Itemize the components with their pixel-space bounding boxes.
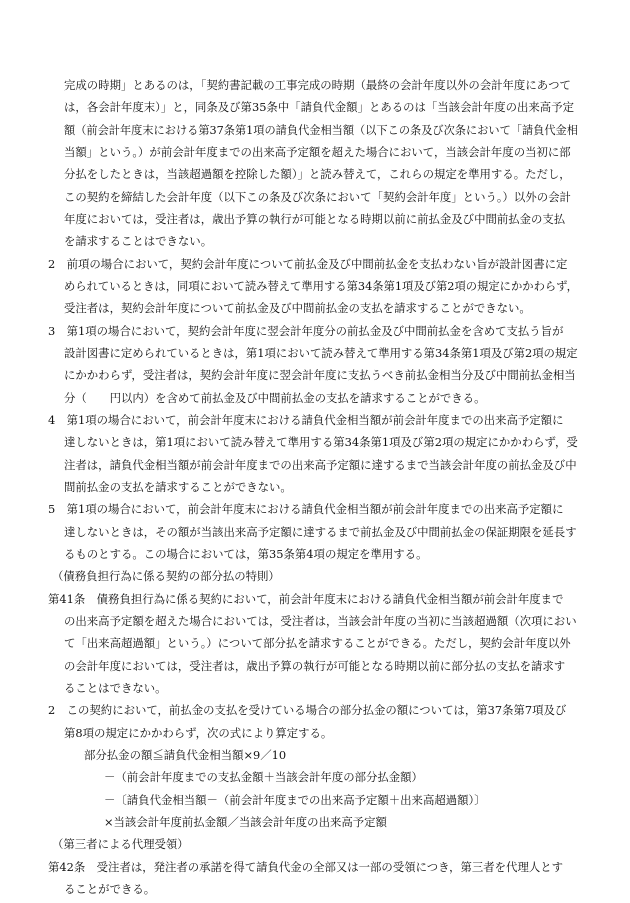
text-line: 達しないときは，第1項において読み替えて準用する第34条第1項及び第2項の規定にかかわらず，受 xyxy=(64,435,578,449)
text-line: を請求することはできない。 xyxy=(64,234,213,248)
text-line: の会計年度においては，受注者は，歳出予算の執行が可能となる時期以前に部分払の支払を請求す xyxy=(64,659,566,673)
text-line: 達しないときは，その額が当該出来高予定額に達するまで前払金及び中間前払金の保証期限を延長す xyxy=(64,525,577,539)
text-line: 間前払金の支払を請求することができない。 xyxy=(64,480,292,494)
formula-line: －〔請負代金相当額－（前会計年度までの出来高予定額＋出来高超過額）〕 xyxy=(104,793,486,807)
text-line: 分（ 円以内）を含めて前払金及び中間前払金の支払を請求することができる。 xyxy=(64,391,486,405)
text-line: ることはできない。 xyxy=(64,681,167,695)
text-line: 額（前会計年度末における第37条第1項の請負代金相当額（以下この条及び次条において「請負代金相 xyxy=(64,123,578,137)
text-line: にかかわらず，受注者は，契約会計年度に翌会計年度に支払うべき前払金相当分及び中間前払金相当 xyxy=(64,368,576,382)
text-line: 完成の時期」とあるのは，「契約書記載の工事完成の時期（最終の会計年度以外の会計年度にあつて xyxy=(64,78,571,92)
text-line: 受注者は，契約会計年度について前払金及び中間前払金の支払を請求することができない。 xyxy=(64,301,531,315)
clause-item: 2 この契約において，前払金の支払を受けている場合の部分払金の額については，第37条第7項及び xyxy=(48,703,567,717)
text-line: て「出来高超過額」という。）について部分払を請求することができる。ただし，契約会計年度以外 xyxy=(64,636,571,650)
text-line: 注者は，請負代金相当額が前会計年度までの出来高予定額に達するまで当該会計年度の前払金及び中 xyxy=(64,458,577,472)
text-line: は，各会計年度末）」と，同条及び第35条中「請負代金額」とあるのは「当該会計年度の出来高予定 xyxy=(64,100,574,114)
section-heading: （第三者による代理受領） xyxy=(52,837,189,851)
text-line: ることができる。 xyxy=(64,882,156,896)
article-title: 第42条 受注者は，発注者の承諾を得て請負代金の全部又は一部の受領につき，第三者を代理人とす xyxy=(48,860,564,874)
formula-line: －（前会計年度までの支払金額＋当該会計年度の部分払金額） xyxy=(104,770,423,784)
article-title: 第41条 債務負担行為に係る契約において，前会計年度末における請負代金相当額が前会計年度まで xyxy=(48,592,564,606)
text-line: 年度においては，受注者は，歳出予算の執行が可能となる時期以前に前払金及び中間前払金の支払 xyxy=(64,212,566,226)
text-line: 設計図書に定められているときは，第1項において読み替えて準用する第34条第1項及び第2項の規定 xyxy=(64,346,578,360)
text-line: この契約を締結した会計年度（以下この条及び次条において「契約会計年度」という。）以外の会計 xyxy=(64,190,571,204)
section-heading: （債務負担行為に係る契約の部分払の特則） xyxy=(52,569,280,583)
text-line: るものとする。この場合においては，第35条第4項の規定を準用する。 xyxy=(64,547,428,561)
text-line: の出来高予定額を超えた場合においては，受注者は，当該会計年度の当初に当該超過額（次項におい xyxy=(64,614,577,628)
formula-line: ×当該会計年度前払金額／当該会計年度の出来高予定額 xyxy=(104,815,387,829)
text-line: 分払をしたときは，当該超過額を控除した額）」と読み替えて，これらの規定を準用する。ただし， xyxy=(64,167,571,181)
text-line: 第8項の規定にかかわらず，次の式により算定する。 xyxy=(64,726,333,740)
text-line: められているときは，同項において読み替えて準用する第34条第1項及び第2項の規定にかかわらず， xyxy=(64,279,578,293)
formula-line: 部分払金の額≦請負代金相当額×9／10 xyxy=(84,748,287,762)
clause-item: 5 第1項の場合において，前会計年度末における請負代金相当額が前会計年度までの出来高予定額に xyxy=(48,502,564,516)
clause-item: 3 第1項の場合において，契約会計年度に翌会計年度分の前払金及び中間前払金を含めて支払う旨が xyxy=(48,324,564,338)
text-line: 当額」という。）が前会計年度までの出来高予定額を超えた場合において，当該会計年度の当初に部 xyxy=(64,145,571,159)
clause-item: 2 前項の場合において，契約会計年度について前払金及び中間前払金を支払わない旨が設計図書に定 xyxy=(48,257,568,271)
clause-item: 4 第1項の場合において，前会計年度末における請負代金相当額が前会計年度までの出来高予定額に xyxy=(48,413,564,427)
